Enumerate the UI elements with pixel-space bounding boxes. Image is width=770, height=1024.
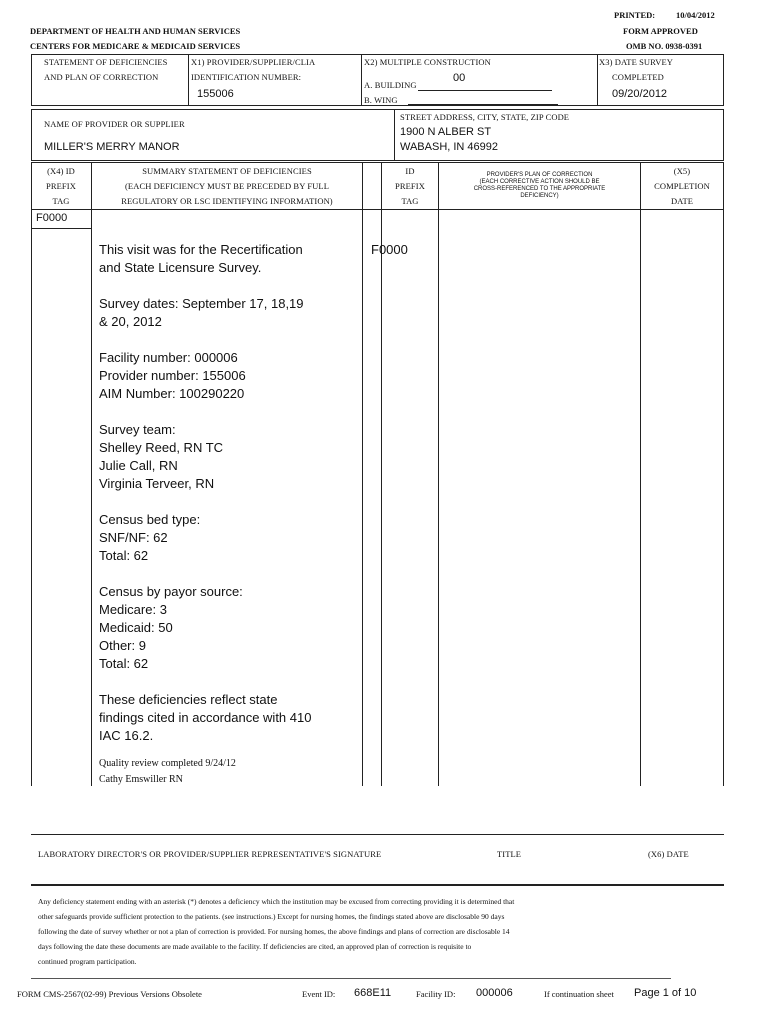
address-line-1: 1900 N ALBER ST [400,126,492,138]
plan-header-3: CROSS-REFERENCED TO THE APPROPRIATE [473,186,606,192]
summary-header-3: REGULATORY OR LSC IDENTIFYING INFORMATION) [121,196,333,206]
disclaimer [38,894,718,969]
summary-paragraph: Census by payor source: Medicare: 3 Medicaid: 50 Other: 9 Total: 62 [99,584,243,671]
building-label: A. BUILDING [364,80,417,90]
statement-label-1: STATEMENT OF DEFICIENCIES [44,57,168,67]
summary-paragraph: Survey dates: September 17, 18,19 & 20, 2012 [99,296,304,329]
page-number: Page 1 of 10 [634,987,697,999]
facility-id-value: 000006 [476,987,513,999]
disclaimer-line: Any deficiency statement ending with an asterisk (*) denotes a deficiency which the institution may be excused from correcting providing it is determined that [38,897,515,906]
statement-label-2: AND PLAN OF CORRECTION [44,72,159,82]
address-line-2: WABASH, IN 46992 [400,141,499,153]
address-label: STREET ADDRESS, CITY, STATE, ZIP CODE [400,112,570,122]
right-tag: F0000 [371,242,408,257]
id-header-1: ID [405,166,415,176]
x5-header-2: COMPLETION [654,181,710,191]
x1-label-1: X1) PROVIDER/SUPPLIER/CLIA [191,57,316,67]
disclaimer-line: other safeguards provide sufficient protection to the patients. (see instructions.) Except for nursing homes, the findings stated above are disclosable 90 days [38,912,505,921]
x4-header-1: (X4) ID [47,166,75,176]
omb-number: OMB NO. 0938-0391 [626,41,703,51]
x6-date-label: (X6) DATE [648,849,689,859]
x2-label: X2) MULTIPLE CONSTRUCTION [364,57,491,67]
disclaimer-line: days following the date these documents are made available to the facility. If deficiencies are cited, an approved plan of correction is requisite to [38,942,472,951]
continuation-label: If continuation sheet [544,989,614,999]
summary-paragraph: Census bed type: SNF/NF: 62 Total: 62 [99,512,201,563]
facility-id-label: Facility ID: [416,989,456,999]
summary-paragraph: This visit was for the Recertification and State Licensure Survey. [99,242,303,275]
summary-body [99,241,361,763]
form-approved: FORM APPROVED [623,26,698,36]
plan-header-1: PROVIDER'S PLAN OF CORRECTION [486,172,593,178]
quality-review-line-2: Cathy Emswiller RN [99,774,183,785]
building-value: 00 [453,72,466,84]
provider-id-value: 155006 [197,88,234,100]
id-header-3: TAG [401,196,419,206]
wing-label: B. WING [364,95,398,105]
survey-date-value: 09/20/2012 [612,88,668,100]
centers-name: CENTERS FOR MEDICARE & MEDICAID SERVICES [30,41,241,51]
summary-paragraph: Facility number: 000006 Provider number: 155006 AIM Number: 100290220 [99,350,246,401]
quality-review-line-1: Quality review completed 9/24/12 [99,758,236,769]
disclaimer-line: following the date of survey whether or not a plan of correction is provided. For nursing homes, the above findings and plans of correction are disclosable 14 [38,927,510,936]
quality-review [99,756,236,788]
event-id-label: Event ID: [302,989,336,999]
form-number: FORM CMS-2567(02-99) Previous Versions Obsolete [17,989,202,999]
id-header-2: PREFIX [395,181,425,191]
printed-label: PRINTED: [614,10,656,20]
signature-label: LABORATORY DIRECTOR'S OR PROVIDER/SUPPLIER REPRESENTATIVE'S SIGNATURE [38,849,382,859]
printed-date: 10/04/2012 [676,10,715,20]
plan-header-2: (EACH CORRECTIVE ACTION SHOULD BE [479,179,600,185]
x5-header-3: DATE [670,196,694,206]
x1-label-2: IDENTIFICATION NUMBER: [191,72,302,82]
plan-header-4: DEFICIENCY) [520,193,559,199]
summary-paragraph: Survey team: Shelley Reed, RN TC Julie Call, RN Virginia Terveer, RN [99,422,224,491]
disclaimer-line: continued program participation. [38,957,137,966]
x5-header-1: (X5) [673,166,691,176]
x3-label-1: X3) DATE SURVEY [599,57,674,67]
provider-name-label: NAME OF PROVIDER OR SUPPLIER [44,119,185,129]
provider-name-value: MILLER'S MERRY MANOR [44,141,180,153]
summary-header-2: (EACH DEFICIENCY MUST BE PRECEDED BY FULL [124,181,330,191]
title-label: TITLE [497,849,522,859]
summary-header-1: SUMMARY STATEMENT OF DEFICIENCIES [142,166,312,176]
x3-label-2: COMPLETED [612,72,664,82]
department-name: DEPARTMENT OF HEALTH AND HUMAN SERVICES [30,26,241,36]
event-id-value: 668E11 [354,987,392,999]
x4-header-2: PREFIX [46,181,76,191]
x4-header-3: TAG [52,196,70,206]
left-tag: F0000 [36,212,68,224]
summary-paragraph: These deficiencies reflect state findings cited in accordance with 410 IAC 16.2. [99,692,312,743]
